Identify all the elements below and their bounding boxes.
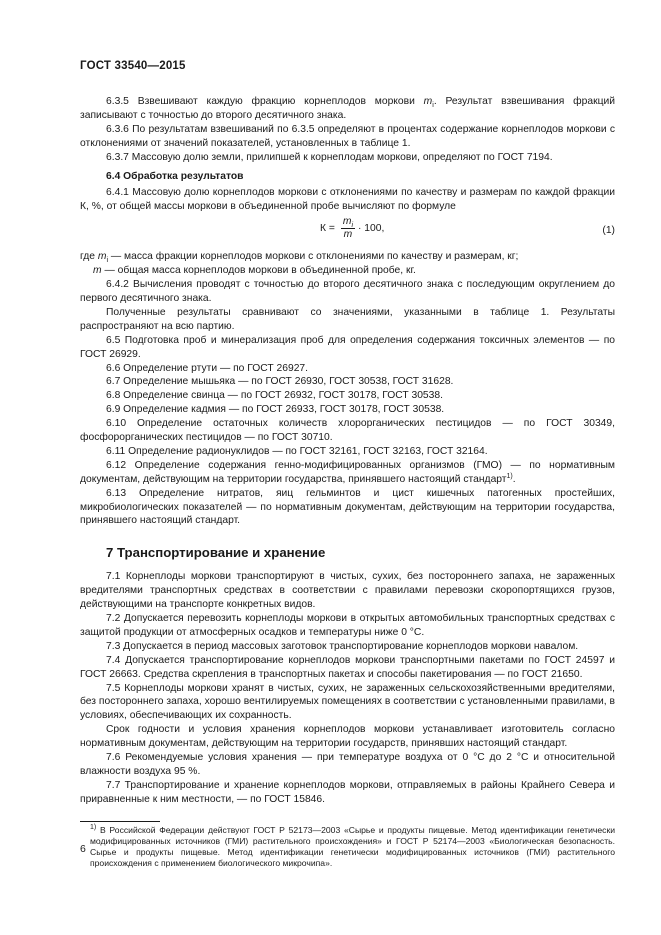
clause-7-4: 7.4 Допускается транспортирование корнеплодов моркови транспортными пакетами по ГОСТ 24597 и ГОСТ 26663. Средства скрепления в транспортных пакетах и способы пакетирования — по ГОСТ 21650. — [80, 654, 615, 680]
clause-6-4-1: 6.4.1 Массовую долю корнеплодов моркови с отклонениями по качеству и размерам по каждой фракции К, %, от общей массы моркови в объединенной пробе вычисляют по формуле — [80, 187, 615, 213]
clause-7-7: 7.7 Транспортирование и хранение корнеплодов моркови, отправляемых в районы Крайнего Севера и приравненные к ним местности, — по ГОСТ 15846. — [80, 779, 615, 805]
clause-7-2: 7.2 Допускается перевозить корнеплоды моркови в открытых автомобильных транспортных средствах с защитой продукции от атмосферных осадков и температуры ниже 0 °С. — [80, 613, 615, 638]
clause-6-4-2: 6.4.2 Вычисления проводят с точностью до второго десятичного знака с последующим округлением до первого десятичного знака. — [80, 279, 615, 304]
clause-6-13: 6.13 Определение нитратов, яиц гельминтов и цист кишечных патогенных простейших, микробиологических показателей — по нормативным документам, действующим на территории государства, принявшего настоящий стандарт. — [80, 487, 615, 527]
subsection-heading-6-4: 6.4 Обработка результатов — [106, 170, 244, 182]
page-number: 6 — [80, 843, 86, 855]
clause-7-5: 7.5 Корнеплоды моркови хранят в чистых, сухих, не зараженных сельскохозяйственными вредителями, без постороннего запаха, хорошо вентилируемых помещениях в соответствии с установленными правилами, в условиях, обеспечивающих их сохранность. — [80, 682, 615, 722]
results-paragraph: Полученные результаты сравнивают со значениями, указанными в таблице 1. Результаты распространяют на всю партию. — [80, 306, 615, 332]
clause-7-3: 7.3 Допускается в период массовых заготовок транспортирование корнеплодов моркови навалом. — [106, 640, 579, 652]
clause-6-11: 6.11 Определение радионуклидов — по ГОСТ 32161, ГОСТ 32163, ГОСТ 32164. — [106, 445, 488, 457]
clause-6-12: 6.12 Определение содержания генно-модифицированных организмов (ГМО) — по нормативным документам, действующим на территории государства, принявшего настоящий стандарт$^{1)}$. — [80, 459, 615, 485]
shelf-life-paragraph: Срок годности и условия хранения корнеплодов моркови устанавливает изготовитель согласно нормативным документам, действующим на территории государств, принявших настоящий стандарт. — [80, 724, 615, 750]
document-body — [80, 95, 615, 869]
footnote-mark: 1) — [90, 823, 97, 831]
where-line-1: где $m_i$ — масса фракции корнеплодов моркови с отклонениями по качеству и размерам, кг; — [80, 251, 519, 265]
section-heading-7: 7 Транспортирование и хранение — [106, 545, 326, 561]
formula-denominator: m — [343, 229, 353, 241]
formula-1 — [80, 216, 615, 246]
formula-multiplier: · 100, — [358, 222, 385, 234]
clause-7-1: 7.1 Корнеплоды моркови транспортируют в чистых, сухих, без постороннего запаха, не зараженных вредителями транспортных средствах в соответствии с правилами перевозки скоропортящихся грузов, действующими на транспорте конкретных видов. — [80, 571, 615, 611]
footnote: $^{1)}$ В Российской Федерации действуют ГОСТ Р 52173—2003 «Сырье и продукты пищевые. Метод идентификации генетически модифицированных источников (ГМИ) растительного происхождения» и ГОСТ Р 52174—2003 «Биологическая безопасность. Сырье и продукты пищевые. Метод идентификации генетически модифицированных источников (ГМИ) растительного происхождения с применением биологического микрочипа». — [90, 823, 615, 868]
formula-numerator: $m_i$ — [342, 216, 354, 230]
clause-6-9: 6.9 Определение кадмия — по ГОСТ 26933, ГОСТ 30178, ГОСТ 30538. — [106, 404, 445, 416]
clause-6-3-7: 6.3.7 Массовую долю земли, прилипшей к корнеплодам моркови, определяют по ГОСТ 7194. — [106, 151, 553, 163]
clause-6-3-6: 6.3.6 По результатам взвешиваний по 6.3.5 определяют в процентах содержание корнеплодов моркови с отклонениями от значений показателей, установленных в таблице 1. — [80, 123, 615, 149]
formula-number: (1) — [602, 225, 615, 237]
footnote-divider — [80, 821, 160, 822]
clause-6-8: 6.8 Определение свинца — по ГОСТ 26932, ГОСТ 30178, ГОСТ 30538. — [106, 390, 443, 402]
document-header: ГОСТ 33540—2015 — [80, 60, 186, 72]
clause-6-3-5: 6.3.5 Взвешивают каждую фракцию корнеплодов моркови $m_i$. Результат взвешивания фракций записывают с точностью до второго десятичного знака. — [80, 96, 615, 121]
clause-6-7: 6.7 Определение мышьяка — по ГОСТ 26930, ГОСТ 30538, ГОСТ 31628. — [106, 376, 454, 388]
where-line-2: m — общая масса корнеплодов моркови в объединенной пробе, кг. — [93, 265, 416, 277]
footnote-reference[interactable]: 1) — [506, 472, 513, 480]
clause-6-5: 6.5 Подготовка проб и минерализация проб для определения содержания токсичных элементов — по ГОСТ 26929. — [80, 334, 615, 360]
clause-6-10: 6.10 Определение остаточных количеств хлорорганических пестицидов — по ГОСТ 30349, фосфорорганических пестицидов — по ГОСТ 30710. — [80, 418, 615, 444]
formula-lhs: К = — [320, 222, 335, 234]
clause-6-6: 6.6 Определение ртути — по ГОСТ 26927. — [106, 362, 309, 374]
clause-7-6: 7.6 Рекомендуемые условия хранения — при температуре воздуха от 0 °С до 2 °С и относительной влажности воздуха 95 %. — [80, 752, 615, 777]
